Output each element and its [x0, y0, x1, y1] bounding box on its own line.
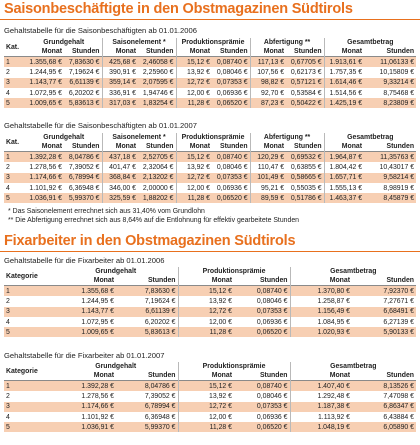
value-cell: 2,52705 €: [138, 152, 176, 163]
value-cell: 9,58214 €: [364, 173, 416, 183]
value-cell: 0,06936 €: [234, 412, 290, 422]
col-header-monat: Monat: [290, 371, 352, 381]
table-row: [4, 173, 416, 183]
table-row: [4, 183, 416, 193]
col-header-stunden: Stunden: [259, 277, 288, 284]
value-cell: 1.020,93 €: [290, 327, 352, 337]
col-header-stunden: Stunden: [219, 48, 248, 55]
col-header-produktionspraemie: Produktionsprämie: [176, 133, 250, 142]
value-cell: 1,88202 €: [138, 193, 176, 203]
value-cell: 0,57121 €: [286, 78, 324, 88]
col-header-monat: Monat: [102, 47, 138, 57]
value-cell: 1.392,28 €: [26, 152, 64, 163]
value-cell: 12,00 €: [176, 88, 212, 98]
value-cell: 8,98919 €: [364, 183, 416, 193]
col-header-stunden: Stunden: [293, 143, 322, 150]
col-header-saisonelement: Saisonelement *: [102, 133, 176, 142]
value-cell: 89,59 €: [250, 193, 286, 203]
col-header-stunden: Stunden: [386, 372, 415, 379]
category-cell: 1: [4, 381, 54, 392]
value-cell: 0,63855 €: [286, 162, 324, 172]
fix-table-2006: [4, 267, 416, 337]
value-cell: 6,27139 €: [352, 317, 416, 327]
category-cell: 1: [4, 57, 26, 68]
value-cell: 0,51786 €: [286, 193, 324, 203]
title-rule: [0, 251, 420, 252]
category-cell: 1: [4, 152, 26, 163]
col-header-gesamtbetrag: Gesamtbetrag: [290, 362, 416, 371]
value-cell: 1.555,13 €: [324, 183, 364, 193]
col-header-grundgehalt: Grundgehalt: [95, 363, 137, 370]
value-cell: 0,50422 €: [286, 98, 324, 108]
table-row: [4, 296, 416, 306]
fix-table-2007: [4, 362, 416, 432]
value-cell: 9,33214 €: [364, 78, 416, 88]
value-cell: 1.143,77 €: [54, 307, 116, 317]
table-body: [4, 57, 416, 109]
value-cell: 1.913,61 €: [324, 57, 364, 68]
category-cell: 4: [4, 412, 54, 422]
table-row: [4, 327, 416, 337]
col-header-stunden: Stunden: [147, 277, 176, 284]
value-cell: 1.036,91 €: [54, 422, 116, 432]
col-header-monat: Monat: [290, 276, 352, 286]
value-cell: 1.804,42 €: [324, 162, 364, 172]
category-cell: 4: [4, 183, 26, 193]
table-row: [4, 317, 416, 327]
value-cell: 1,83254 €: [138, 98, 176, 108]
value-cell: 87,23 €: [250, 98, 286, 108]
value-cell: 2,32064 €: [138, 162, 176, 172]
col-header-grundgehalt: Grundgehalt: [95, 268, 137, 275]
value-cell: 10,43017 €: [364, 162, 416, 172]
value-cell: 12,72 €: [176, 78, 212, 88]
value-cell: 95,21 €: [250, 183, 286, 193]
category-cell: 1: [4, 286, 54, 297]
value-cell: 7,39052 €: [116, 391, 178, 401]
value-cell: 1.370,80 €: [290, 286, 352, 297]
table-row: [4, 391, 416, 401]
value-cell: 6,61139 €: [64, 78, 102, 88]
value-cell: 11,28 €: [178, 422, 234, 432]
value-cell: 8,13526 €: [352, 381, 416, 392]
value-cell: 1.244,95 €: [54, 296, 116, 306]
value-cell: 7,19624 €: [116, 296, 178, 306]
value-cell: 1.407,40 €: [290, 381, 352, 392]
table-row: [4, 193, 416, 203]
col-header-monat: Monat: [93, 277, 114, 284]
title-rule: [0, 19, 420, 20]
value-cell: 325,59 €: [102, 193, 138, 203]
col-header-abfertigung: Abfertigung **: [250, 38, 324, 47]
value-cell: 1.101,92 €: [54, 412, 116, 422]
col-header-produktionspraemie: Produktionsprämie: [178, 267, 290, 276]
value-cell: 6,78994 €: [64, 173, 102, 183]
table-subtitle: Gehaltstabelle für die Saisonbeschäftigten ab 01.01.2007: [4, 121, 197, 130]
value-cell: 1.463,37 €: [324, 193, 364, 203]
value-cell: 12,72 €: [176, 173, 212, 183]
value-cell: 5,83613 €: [64, 98, 102, 108]
col-header-grundgehalt: Grundgehalt: [43, 39, 85, 46]
value-cell: 5,90133 €: [352, 327, 416, 337]
category-cell: 5: [4, 327, 54, 337]
section-title-saisonbeschaeftigte: Saisonbeschäftigte in den Obstmagazinen Südtirols: [4, 1, 353, 17]
table-row: [4, 402, 416, 412]
category-cell: 5: [4, 422, 54, 432]
col-header-monat: Monat: [176, 47, 212, 57]
value-cell: 6,43884 €: [352, 412, 416, 422]
col-header-monat: Monat: [41, 48, 62, 55]
table-row: [4, 286, 416, 297]
value-cell: 1.514,56 €: [324, 88, 364, 98]
value-cell: 1.425,19 €: [324, 98, 364, 108]
value-cell: 2,13202 €: [138, 173, 176, 183]
category-cell: 2: [4, 67, 26, 77]
value-cell: 425,68 €: [102, 57, 138, 68]
value-cell: 12,00 €: [178, 412, 234, 422]
value-cell: 1.187,38 €: [290, 402, 352, 412]
col-header-produktionspraemie: Produktionsprämie: [176, 38, 250, 47]
col-header-stunden: Stunden: [219, 143, 248, 150]
category-cell: 4: [4, 88, 26, 98]
value-cell: 0,58665 €: [286, 173, 324, 183]
category-cell: 3: [4, 78, 26, 88]
value-cell: 0,06936 €: [212, 183, 250, 193]
col-header-monat: Monat: [41, 143, 62, 150]
value-cell: 13,92 €: [176, 67, 212, 77]
table-body: [4, 381, 416, 433]
col-header-monat: Monat: [102, 142, 138, 152]
col-header-stunden: Stunden: [145, 143, 174, 150]
value-cell: 101,49 €: [250, 173, 286, 183]
table-row: [4, 98, 416, 108]
value-cell: 7,83630 €: [64, 57, 102, 68]
value-cell: 1.101,92 €: [26, 183, 64, 193]
col-header-monat: Monat: [176, 142, 212, 152]
col-header-monat: Monat: [250, 142, 286, 152]
value-cell: 12,72 €: [178, 402, 234, 412]
category-cell: 5: [4, 193, 26, 203]
value-cell: 6,86347 €: [352, 402, 416, 412]
table-row: [4, 422, 416, 432]
col-header-stunden: Stunden: [259, 372, 288, 379]
col-header-gesamtbetrag: Gesamtbetrag: [324, 38, 416, 47]
value-cell: 11,35763 €: [364, 152, 416, 163]
col-header-monat: Monat: [178, 276, 234, 286]
table-row: [4, 412, 416, 422]
category-cell: 2: [4, 391, 54, 401]
table-body: [4, 286, 416, 338]
value-cell: 1.072,95 €: [54, 317, 116, 327]
section-title-fixarbeiter: Fixarbeiter in den Obstmagazinen Südtirols: [4, 233, 296, 249]
col-header-monat: Monat: [93, 372, 114, 379]
table-row: [4, 67, 416, 77]
value-cell: 1.278,56 €: [26, 162, 64, 172]
value-cell: 1.143,77 €: [26, 78, 64, 88]
table-row: [4, 57, 416, 68]
value-cell: 8,04786 €: [116, 381, 178, 392]
value-cell: 0,08046 €: [234, 296, 290, 306]
value-cell: 1,94746 €: [138, 88, 176, 98]
value-cell: 1.258,87 €: [290, 296, 352, 306]
category-cell: 2: [4, 296, 54, 306]
col-header-stunden: Stunden: [293, 48, 322, 55]
value-cell: 1.392,28 €: [54, 381, 116, 392]
value-cell: 1.292,48 €: [290, 391, 352, 401]
value-cell: 1.355,68 €: [54, 286, 116, 297]
value-cell: 5,99370 €: [64, 193, 102, 203]
value-cell: 13,92 €: [176, 162, 212, 172]
table-row: [4, 162, 416, 172]
value-cell: 0,07353 €: [212, 78, 250, 88]
value-cell: 6,20202 €: [116, 317, 178, 327]
value-cell: 2,00000 €: [138, 183, 176, 193]
value-cell: 8,23809 €: [364, 98, 416, 108]
value-cell: 6,05890 €: [352, 422, 416, 432]
value-cell: 120,29 €: [250, 152, 286, 163]
value-cell: 11,06133 €: [364, 57, 416, 68]
value-cell: 8,75468 €: [364, 88, 416, 98]
value-cell: 359,14 €: [102, 78, 138, 88]
col-header-gesamtbetrag: Gesamtbetrag: [324, 133, 416, 142]
col-header-produktionspraemie: Produktionsprämie: [178, 362, 290, 371]
value-cell: 11,28 €: [176, 98, 212, 108]
value-cell: 0,08740 €: [234, 286, 290, 297]
value-cell: 10,15809 €: [364, 67, 416, 77]
value-cell: 401,47 €: [102, 162, 138, 172]
value-cell: 7,27671 €: [352, 296, 416, 306]
col-header-stunden: Stunden: [386, 48, 415, 55]
value-cell: 0,07353 €: [212, 173, 250, 183]
col-header-grundgehalt: Grundgehalt: [43, 134, 85, 141]
value-cell: 0,06936 €: [234, 317, 290, 327]
value-cell: 0,06520 €: [234, 422, 290, 432]
value-cell: 6,36948 €: [64, 183, 102, 193]
value-cell: 437,18 €: [102, 152, 138, 163]
col-header-gesamtbetrag: Gesamtbetrag: [290, 267, 416, 276]
value-cell: 317,03 €: [102, 98, 138, 108]
value-cell: 1.036,91 €: [26, 193, 64, 203]
value-cell: 1.244,95 €: [26, 67, 64, 77]
value-cell: 346,00 €: [102, 183, 138, 193]
value-cell: 13,92 €: [178, 296, 234, 306]
value-cell: 5,99370 €: [116, 422, 178, 432]
col-header-kat: Kat.: [6, 138, 20, 146]
value-cell: 0,06520 €: [212, 193, 250, 203]
value-cell: 117,13 €: [250, 57, 286, 68]
col-header-kat: Kat.: [6, 43, 20, 51]
value-cell: 1.048,19 €: [290, 422, 352, 432]
value-cell: 1.009,65 €: [26, 98, 64, 108]
value-cell: 6,20202 €: [64, 88, 102, 98]
value-cell: 0,67705 €: [286, 57, 324, 68]
value-cell: 1.964,87 €: [324, 152, 364, 163]
col-header-saisonelement: Saisonelement *: [102, 38, 176, 47]
value-cell: 1.113,92 €: [290, 412, 352, 422]
col-header-kategorie: Kategorie: [6, 367, 38, 375]
category-cell: 3: [4, 173, 26, 183]
value-cell: 6,36948 €: [116, 412, 178, 422]
value-cell: 0,08740 €: [212, 57, 250, 68]
col-header-stunden: Stunden: [71, 48, 100, 55]
value-cell: 0,06520 €: [212, 98, 250, 108]
value-cell: 15,12 €: [176, 57, 212, 68]
value-cell: 1.174,66 €: [54, 402, 116, 412]
value-cell: 12,00 €: [178, 317, 234, 327]
value-cell: 1.278,56 €: [54, 391, 116, 401]
value-cell: 11,28 €: [178, 327, 234, 337]
value-cell: 0,08740 €: [212, 152, 250, 163]
value-cell: 0,08046 €: [234, 391, 290, 401]
footnote-saisonelement: * Das Saisonelement errechnet sich aus 31,40% vom Grundlohn: [8, 208, 205, 215]
value-cell: 0,69532 €: [286, 152, 324, 163]
value-cell: 13,92 €: [178, 391, 234, 401]
category-cell: 3: [4, 402, 54, 412]
value-cell: 0,06936 €: [212, 88, 250, 98]
value-cell: 390,91 €: [102, 67, 138, 77]
value-cell: 1.156,49 €: [290, 307, 352, 317]
table-subtitle: Gehaltstabelle für die Fixarbeiter ab 01.01.2006: [4, 256, 165, 265]
table-row: [4, 307, 416, 317]
value-cell: 15,12 €: [176, 152, 212, 163]
category-cell: 4: [4, 317, 54, 327]
col-header-monat: Monat: [250, 47, 286, 57]
value-cell: 2,46058 €: [138, 57, 176, 68]
value-cell: 1.614,46 €: [324, 78, 364, 88]
category-cell: 3: [4, 307, 54, 317]
value-cell: 1.657,71 €: [324, 173, 364, 183]
value-cell: 0,07353 €: [234, 307, 290, 317]
col-header-stunden: Stunden: [145, 48, 174, 55]
value-cell: 0,07353 €: [234, 402, 290, 412]
table-subtitle: Gehaltstabelle für die Saisonbeschäftigten ab 01.01.2006: [4, 26, 197, 35]
value-cell: 1.757,35 €: [324, 67, 364, 77]
value-cell: 1.009,65 €: [54, 327, 116, 337]
category-cell: 2: [4, 162, 26, 172]
table-row: [4, 152, 416, 163]
value-cell: 8,45879 €: [364, 193, 416, 203]
value-cell: 98,82 €: [250, 78, 286, 88]
value-cell: 1.084,95 €: [290, 317, 352, 327]
col-header-stunden: Stunden: [71, 143, 100, 150]
saison-table-2006: [4, 38, 416, 108]
value-cell: 0,53584 €: [286, 88, 324, 98]
value-cell: 107,56 €: [250, 67, 286, 77]
value-cell: 7,19624 €: [64, 67, 102, 77]
value-cell: 5,83613 €: [116, 327, 178, 337]
col-header-monat: Monat: [324, 142, 364, 152]
saison-table-2007: [4, 133, 416, 203]
value-cell: 0,08046 €: [212, 162, 250, 172]
value-cell: 7,39052 €: [64, 162, 102, 172]
col-header-stunden: Stunden: [147, 372, 176, 379]
value-cell: 15,12 €: [178, 286, 234, 297]
value-cell: 8,04786 €: [64, 152, 102, 163]
value-cell: 92,70 €: [250, 88, 286, 98]
value-cell: 6,61139 €: [116, 307, 178, 317]
value-cell: 6,78994 €: [116, 402, 178, 412]
value-cell: 368,84 €: [102, 173, 138, 183]
value-cell: 11,28 €: [176, 193, 212, 203]
value-cell: 15,12 €: [178, 381, 234, 392]
table-row: [4, 78, 416, 88]
value-cell: 1.174,66 €: [26, 173, 64, 183]
value-cell: 7,47098 €: [352, 391, 416, 401]
table-body: [4, 152, 416, 204]
footnote-abfertigung: ** Die Abfertigung errechnet sich aus 8,64% auf die Entlohnung für effektiv gearbeitete Stunden: [8, 217, 300, 224]
value-cell: 7,83630 €: [116, 286, 178, 297]
value-cell: 0,55035 €: [286, 183, 324, 193]
value-cell: 12,00 €: [176, 183, 212, 193]
value-cell: 0,62173 €: [286, 67, 324, 77]
value-cell: 0,06520 €: [234, 327, 290, 337]
value-cell: 1.072,95 €: [26, 88, 64, 98]
value-cell: 7,92370 €: [352, 286, 416, 297]
value-cell: 0,08740 €: [234, 381, 290, 392]
col-header-stunden: Stunden: [386, 143, 415, 150]
value-cell: 6,68491 €: [352, 307, 416, 317]
col-header-kategorie: Kategorie: [6, 272, 38, 280]
value-cell: 12,72 €: [178, 307, 234, 317]
col-header-monat: Monat: [324, 47, 364, 57]
category-cell: 5: [4, 98, 26, 108]
table-row: [4, 88, 416, 98]
value-cell: 1.355,68 €: [26, 57, 64, 68]
value-cell: 0,08046 €: [212, 67, 250, 77]
table-row: [4, 381, 416, 392]
table-subtitle: Gehaltstabelle für die Fixarbeiter ab 01.01.2007: [4, 351, 165, 360]
value-cell: 336,91 €: [102, 88, 138, 98]
value-cell: 110,47 €: [250, 162, 286, 172]
value-cell: 2,07595 €: [138, 78, 176, 88]
value-cell: 2,25960 €: [138, 67, 176, 77]
col-header-stunden: Stunden: [386, 277, 415, 284]
col-header-monat: Monat: [178, 371, 234, 381]
col-header-abfertigung: Abfertigung **: [250, 133, 324, 142]
